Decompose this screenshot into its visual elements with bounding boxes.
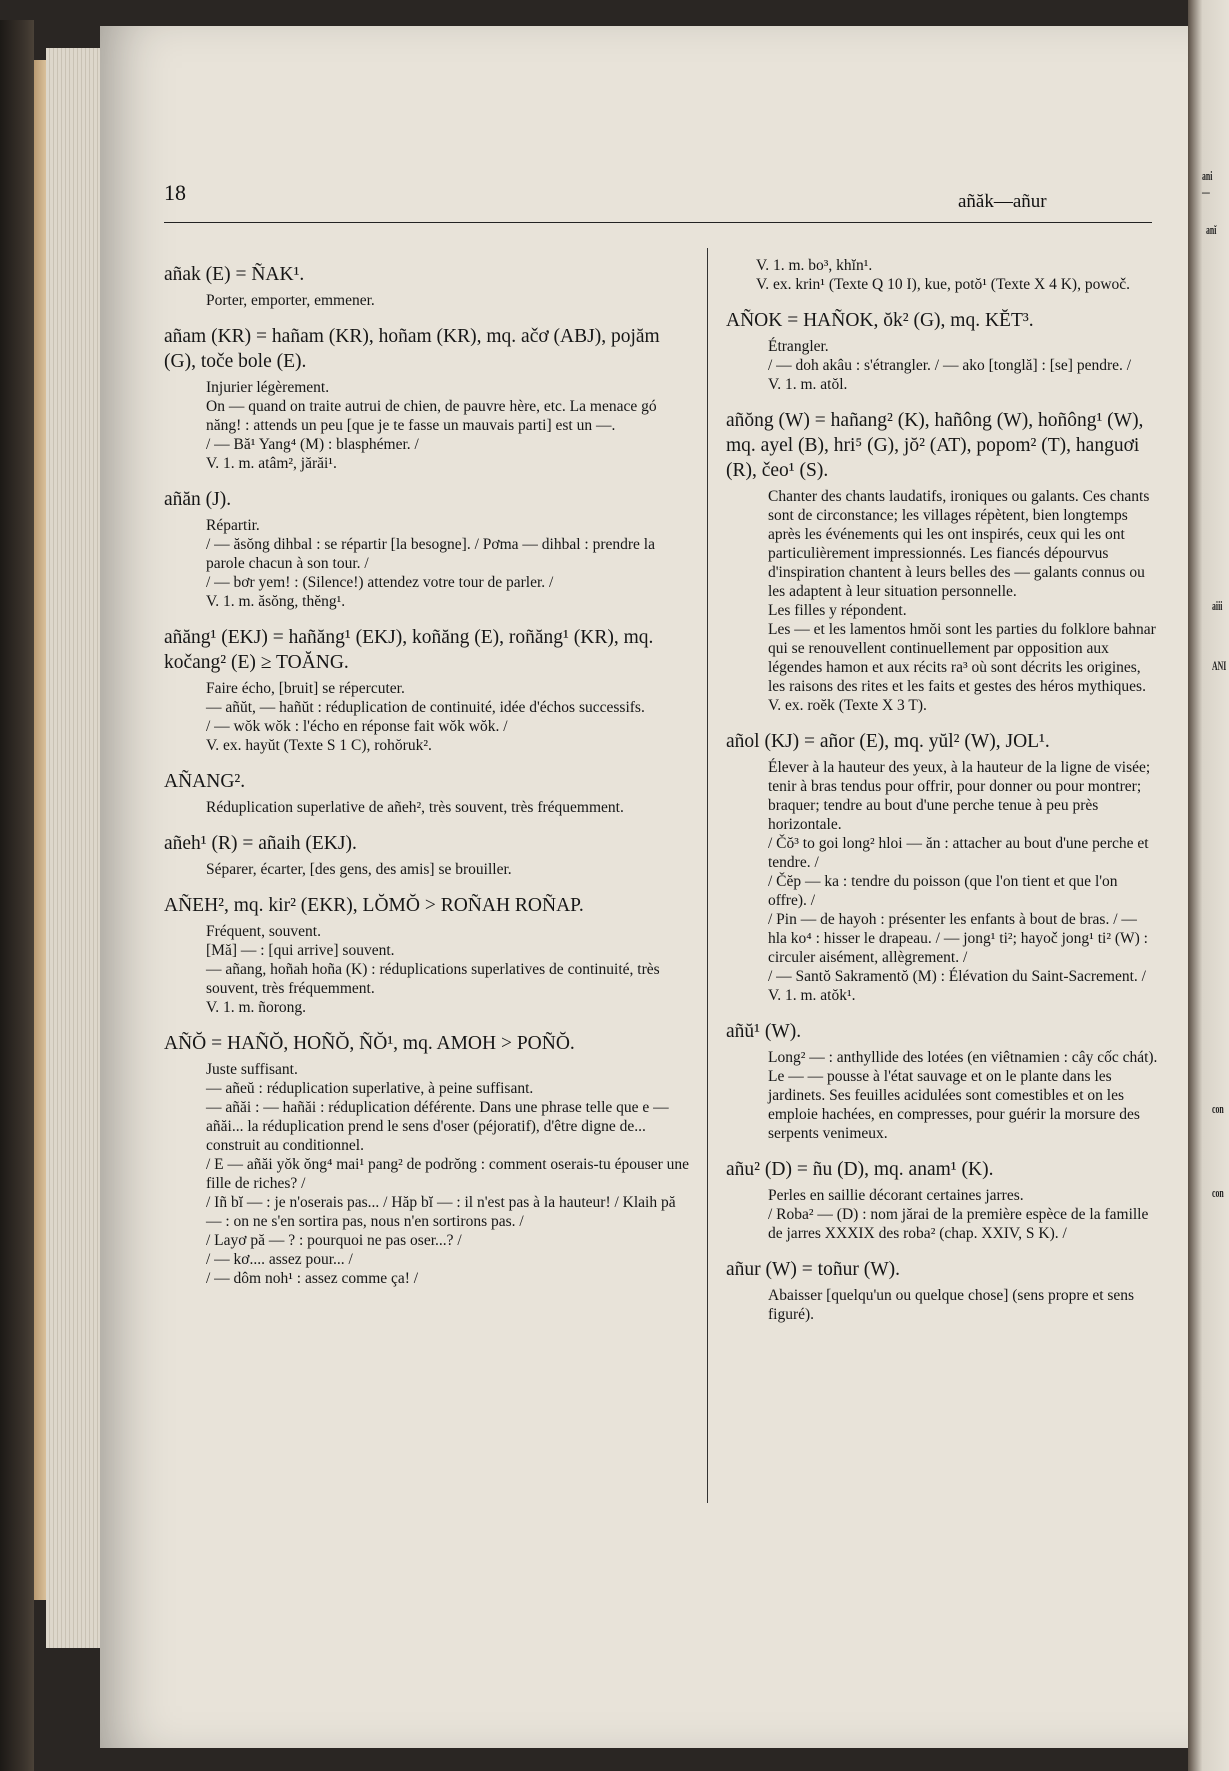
entry-headword: añam (KR) = hañam (KR), hoñam (KR), mq. ačơ (ABJ), pojăm (G), toče bole (E). xyxy=(164,326,660,372)
entry-definition: / — kơ.... assez pour... / xyxy=(206,1251,353,1268)
running-head: añăk—añur xyxy=(958,191,1047,212)
entry-headword: añŭ¹ (W). xyxy=(726,1021,802,1042)
dictionary-entry xyxy=(726,729,1158,1005)
entry-headword: AÑOK = HAÑOK, ŏk² (G), mq. KĔT³. xyxy=(726,310,1034,331)
entry-definition: Long² — : anthyllide des lotées (en viêtnamien : cây cốc chát). xyxy=(768,1049,1158,1066)
entry-definition: V. 1. m. atŏl. xyxy=(768,376,848,393)
facing-page-fragment: ani— xyxy=(1202,168,1213,199)
dictionary-entry xyxy=(726,1019,1158,1143)
entry-definition: Les filles y répondent. xyxy=(768,602,907,619)
entry-headword: añu² (D) = ñu (D), mq. anam¹ (K). xyxy=(726,1159,994,1180)
dictionary-entry xyxy=(164,625,692,755)
dictionary-entry xyxy=(164,1031,692,1288)
entry-definition: / — doh akâu : s'étrangler. / — ako [tonglă] : [se] pendre. / xyxy=(768,357,1132,374)
entry-definition: Les — et les lamentos hmŏi sont les parties du folklore bahnar qui se renouvellent continuellement par opposition aux légendes hamon et aux récits ra³ où sont décrits les origines, les raisons des rites et les faits et gestes des héros mythiques. xyxy=(768,621,1156,695)
dictionary-entry xyxy=(726,1257,1158,1324)
entry-definition: — añang, hoñah hoña (K) : réduplications superlatives de continuité, très souvent, très fréquemment. xyxy=(206,961,660,997)
entry-headword: AÑANG². xyxy=(164,771,246,792)
dictionary-entry xyxy=(164,769,692,817)
entry-definition: Étrangler. xyxy=(768,338,829,355)
entry-definition: / — Santŏ Sakramentŏ (M) : Élévation du Saint-Sacrement. / xyxy=(768,968,1146,985)
entry-definition: [Mă] — : [qui arrive] souvent. xyxy=(206,942,395,959)
entry-definition: Le — — pousse à l'état sauvage et on le plante dans les jardinets. Ses feuilles acidulées sont comestibles et on les emploie hachées, en compresses, pour guérir la morsure des serpents venimeux. xyxy=(768,1068,1140,1142)
entry-definition: Faire écho, [bruit] se répercuter. xyxy=(206,680,405,697)
entry-definition: / — bơr yem! : (Silence!) attendez votre tour de parler. / xyxy=(206,574,554,591)
entry-headword: añak (E) = ÑAK¹. xyxy=(164,264,305,285)
entry-headword: añăng¹ (EKJ) = hañăng¹ (EKJ), koñăng (E), roñăng¹ (KR), mq. kočang² (E) ≥ TOĂNG. xyxy=(164,627,654,673)
facing-page-fragment: ANI xyxy=(1212,658,1227,673)
entry-definition: / — wŏk wŏk : l'écho en réponse fait wŏk wŏk. / xyxy=(206,718,508,735)
entry-headword: AÑEH², mq. kir² (EKR), LŎMŎ > ROÑAH ROÑAP. xyxy=(164,895,584,916)
entry-definition: — añŭt, — hañŭt : réduplication de continuité, idée d'échos successifs. xyxy=(206,699,645,716)
entry-definition: / Roba² — (D) : nom jărai de la première espèce de la famille de jarres XXXIX des roba² (chap. XXIV, S K). / xyxy=(768,1206,1149,1242)
entry-headword: añeh¹ (R) = añaih (EKJ). xyxy=(164,833,357,854)
entry-definition: / — dôm noh¹ : assez comme ça! / xyxy=(206,1270,419,1287)
entry-definition: / Layơ pă — ? : pourquoi ne pas oser...? / xyxy=(206,1232,462,1249)
entry-headword: añur (W) = toñur (W). xyxy=(726,1259,900,1280)
header-rule xyxy=(164,222,1152,223)
entry-definition: Réduplication superlative de añeh², très souvent, très fréquemment. xyxy=(206,799,624,816)
entry-definition: V. ex. krin¹ (Texte Q 10 I), kue, potŏ¹ (Texte X 4 K), powoč. xyxy=(756,276,1131,293)
entry-definition: V. 1. m. ñorong. xyxy=(206,999,307,1016)
entry-definition: Séparer, écarter, [des gens, des amis] se brouiller. xyxy=(206,861,512,878)
entry-headword: AÑŎ = HAÑŎ, HOÑŎ, ÑŎ¹, mq. AMOH > POÑŎ. xyxy=(164,1033,575,1054)
dictionary-entry xyxy=(164,262,692,310)
entry-headword: añăn (J). xyxy=(164,489,232,510)
entry-headword: añŏng (W) = hañang² (K), hañông (W), hoñông¹ (W), mq. ayel (B), hri⁵ (G), jŏ² (AT), popom² (T), hanguơi (R), čeo¹ (S). xyxy=(726,410,1144,481)
entry-definition: Juste suffisant. xyxy=(206,1061,298,1078)
dictionary-entry xyxy=(726,256,1158,294)
page-number: 18 xyxy=(164,180,186,205)
entry-definition: — añeŭ : réduplication superlative, à peine suffisant. xyxy=(206,1080,534,1097)
entry-headword: añol (KJ) = añor (E), mq. yŭl² (W), JOL¹. xyxy=(726,731,1050,752)
dictionary-entry xyxy=(164,487,692,611)
entry-definition: V. ex. hayŭt (Texte S 1 C), rohŏruk². xyxy=(206,737,432,754)
entry-definition: Répartir. xyxy=(206,517,260,534)
facing-page-edge xyxy=(1188,0,1229,1771)
left-column xyxy=(164,262,692,1302)
facing-page-fragment: con xyxy=(1212,1185,1224,1200)
entry-definition: On — quand on traite autrui de chien, de pauvre hère, etc. La menace gó năng! : attends un peu [que je te fasse un mauvais parti] est un —. xyxy=(206,398,657,434)
entry-definition: / Pin — de hayoh : présenter les enfants à bout de bras. / — hla ko⁴ : hisser le drapeau. / — jong¹ ti²; hayoč jong¹ ti² (W) : circuler aisément, allègrement. / xyxy=(768,911,1148,966)
entry-definition: V. 1. m. atŏk¹. xyxy=(768,987,856,1004)
entry-definition: V. 1. m. atâm², jărăi¹. xyxy=(206,455,337,472)
entry-definition: V. ex. roĕk (Texte X 3 T). xyxy=(768,697,927,714)
dictionary-entry xyxy=(164,893,692,1017)
entry-definition: / E — añăi yŏk ŏng⁴ mai¹ pang² de podrŏng : comment oserais-tu épouser une fille de riches? / xyxy=(206,1156,690,1192)
entry-definition: / Čĕp — ka : tendre du poisson (que l'on tient et que l'on offre). / xyxy=(768,873,1118,909)
entry-definition: / Iñ bĭ — : je n'oserais pas... / Hăp bĭ — : il n'est pas à la hauteur! / Klaih pă — : on ne s'en sortira pas, nous n'en sortirons pas. / xyxy=(206,1194,676,1230)
facing-page-fragment: anĭ xyxy=(1206,222,1217,237)
entry-definition: Chanter des chants laudatifs, ironiques ou galants. Ces chants sont de circonstance; les villages répètent, bien longtemps après les événements qui les ont inspirés, ceux qui les ont particulièrement impressionnés. Les fiancés dépourvus d'inspiration chantent à leurs belles des — galants connus ou les adaptent à leur situation personnelle. xyxy=(768,488,1150,600)
column-divider xyxy=(707,248,708,1503)
entry-definition: V. 1. m. bo³, khĭn¹. xyxy=(756,257,873,274)
entry-definition: Perles en saillie décorant certaines jarres. xyxy=(768,1187,1024,1204)
dictionary-entry xyxy=(726,308,1158,394)
entry-definition: / Čŏ³ to goi long² hloi — ăn : attacher au bout d'une perche et tendre. / xyxy=(768,835,1149,871)
entry-definition: — añăi : — hañăi : réduplication déférente. Dans une phrase telle que e — añăi... la réduplication prend le sens d'oser (péjoratif), d'être digne de... construit au conditionnel. xyxy=(206,1099,669,1154)
entry-definition: Injurier légèrement. xyxy=(206,379,330,396)
dictionary-entry xyxy=(726,408,1158,715)
entry-definition: Porter, emporter, emmener. xyxy=(206,292,375,309)
facing-page-fragment: aiii xyxy=(1212,598,1223,613)
entry-definition: / — ăsŏng dihbal : se répartir [la besogne]. / Pơma — dihbal : prendre la parole chacun à son tour. / xyxy=(206,536,655,572)
facing-page-fragment: con xyxy=(1212,1101,1224,1116)
dictionary-entry xyxy=(164,324,692,473)
entry-definition: Fréquent, souvent. xyxy=(206,923,321,940)
dictionary-entry xyxy=(726,1157,1158,1243)
book-spine xyxy=(0,20,34,1771)
dictionary-entry xyxy=(164,831,692,879)
entry-definition: V. 1. m. ăsŏng, thĕng¹. xyxy=(206,593,346,610)
entry-definition: / — Bă¹ Yang⁴ (M) : blasphémer. / xyxy=(206,436,419,453)
entry-definition: Abaisser [quelqu'un ou quelque chose] (sens propre et sens figuré). xyxy=(768,1287,1135,1323)
right-column xyxy=(726,256,1158,1338)
entry-definition: Élever à la hauteur des yeux, à la hauteur de la ligne de visée; tenir à bras tendus pour offrir, pour donner ou pour montrer; braquer; tendre au bout d'une perche tenue à peu près horizontale. xyxy=(768,759,1151,833)
